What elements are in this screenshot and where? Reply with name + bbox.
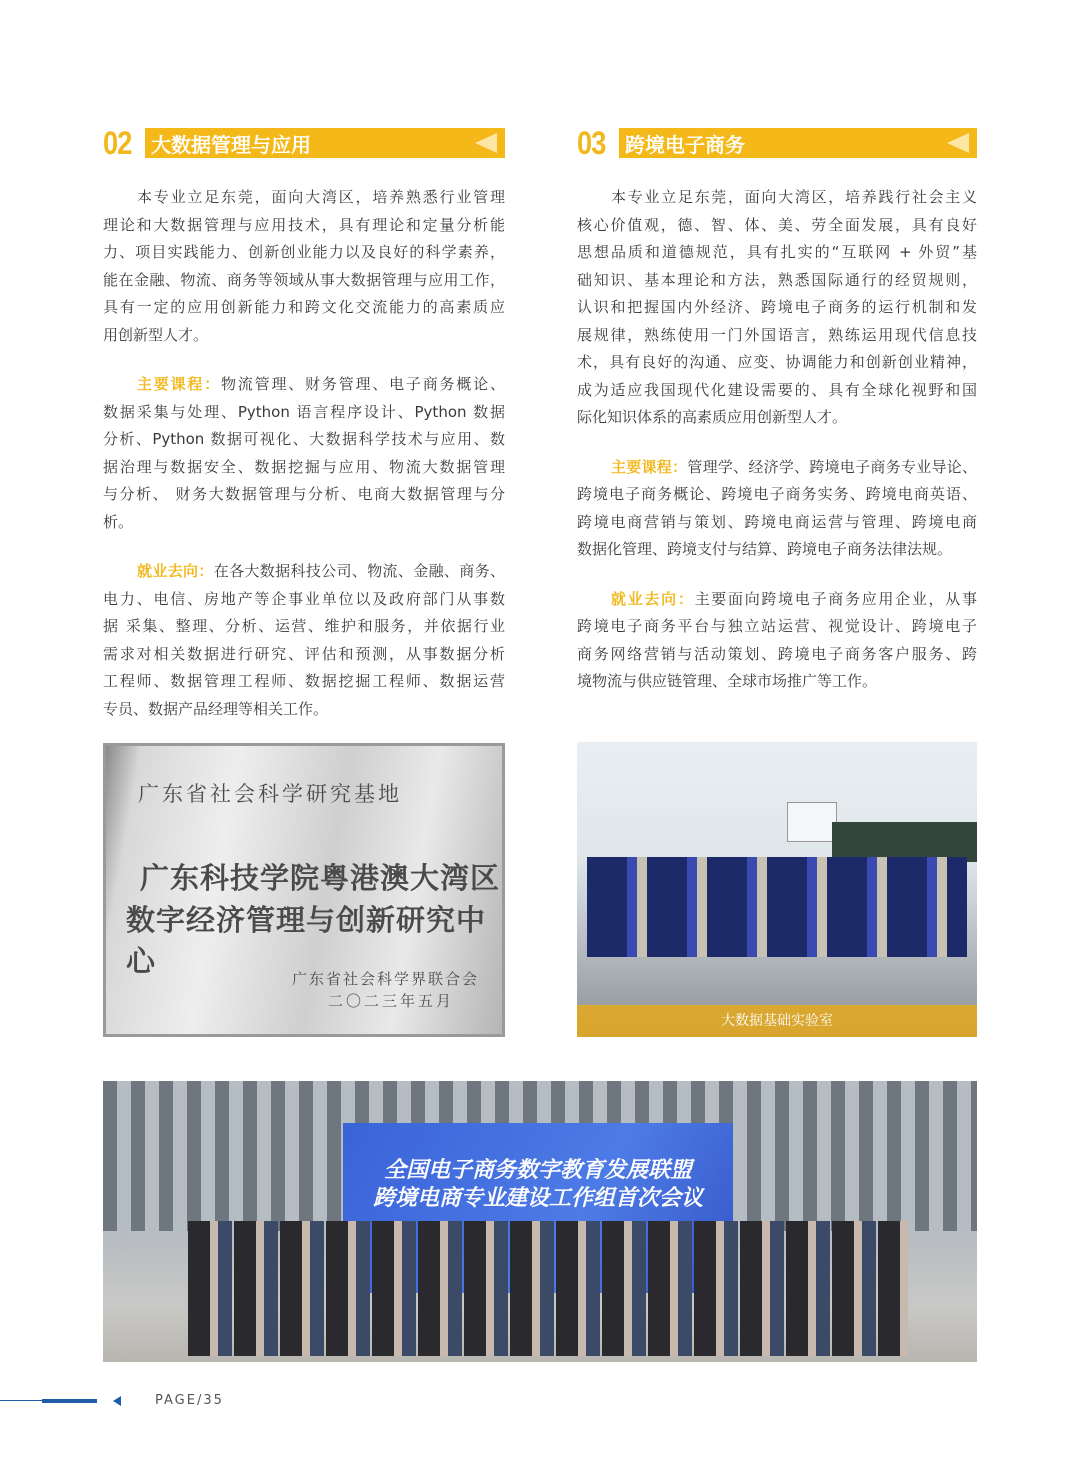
- text-line: [577, 536, 977, 564]
- career-paragraph: [577, 586, 977, 696]
- blackboard: [832, 822, 977, 862]
- text-line-content: 工程师、数据管理工程师、数据挖掘工程师、数据运营: [103, 672, 505, 690]
- text-line-content: 能在金融、物流、商务等领域从事大数据管理与应用工作，: [103, 270, 505, 289]
- text-line-content: 境物流与供应链管理、全球市场推广等工作。: [577, 672, 878, 690]
- text-line: [577, 267, 977, 295]
- section-title-bar: [145, 128, 505, 158]
- text-line: [577, 586, 977, 614]
- plaque-line1: 广东科技学院粤港澳大湾区: [140, 861, 501, 895]
- text-line-content: 需求对相关数据进行研究、评估和预测，从事数据分析: [103, 644, 505, 663]
- text-line-content: 据治理与数据安全、数据挖掘与应用、物流大数据管理: [103, 457, 505, 476]
- text-line-content: 数据采集与处理、Python 语言程序设计、Python 数据: [103, 402, 505, 421]
- text-line-content: 电力、电信、房地产等企事业单位以及政府部门从事数: [103, 589, 505, 608]
- text-line-content: 成为适应我国现代化建设需要的、具有全球化视野和国: [577, 380, 977, 399]
- triangle-left-icon: [947, 133, 969, 153]
- text-line-content: 跨境电商营销与策划、跨境电商运营与管理、跨境电商: [577, 512, 977, 531]
- text-line: [103, 371, 505, 399]
- projector-screen: [787, 802, 837, 842]
- section-header: [577, 124, 977, 161]
- text-line: [103, 294, 505, 322]
- section-title: 大数据管理与应用: [151, 132, 311, 157]
- text-line-content: 分析、Python 数据可视化、大数据科学技术与应用、数: [103, 430, 505, 448]
- section-number: 02: [103, 124, 132, 161]
- text-line-content: 理论和大数据管理与应用技术，具有理论和定量分析能: [103, 215, 505, 234]
- text-line-content: 主要面向跨境电子商务应用企业，从事: [694, 589, 977, 608]
- text-line: [577, 322, 977, 350]
- text-line: [577, 613, 977, 641]
- plaque-top-text: 广东省社会科学研究基地: [138, 782, 402, 806]
- text-line: [577, 509, 977, 537]
- triangle-left-icon: [475, 133, 497, 153]
- section-number: 03: [577, 124, 606, 161]
- text-line: [577, 239, 977, 267]
- text-line: [103, 322, 505, 350]
- group-photo: [103, 1081, 977, 1362]
- text-line-content: 用创新型人才。: [103, 325, 209, 344]
- computer-lab-photo: [577, 742, 977, 1037]
- monitor-rows: [587, 857, 967, 957]
- text-line: [103, 509, 505, 537]
- text-line: [103, 481, 505, 509]
- courses-paragraph: [577, 454, 977, 564]
- footer-accent-bar: [42, 1399, 97, 1403]
- text-line-content: 商务网络营销与活动策划、跨境电子商务客户服务、跨: [577, 644, 977, 663]
- section-cross-border-ecommerce: [577, 124, 977, 696]
- intro-paragraph: [577, 184, 977, 432]
- section-big-data: [103, 124, 505, 723]
- text-line: [103, 399, 505, 427]
- text-line: [103, 613, 505, 641]
- text-line: [103, 558, 505, 586]
- triangle-left-icon: [113, 1396, 121, 1406]
- plaque-photo: [103, 743, 505, 1037]
- text-line: [577, 481, 977, 509]
- group-of-people: [188, 1221, 908, 1356]
- text-line: [103, 239, 505, 267]
- text-line-content: 物流管理、财务管理、电子商务概论、: [221, 375, 505, 393]
- text-line: [577, 641, 977, 669]
- banner-line2: 跨境电商专业建设工作组首次会议: [372, 1186, 703, 1211]
- text-line: [577, 294, 977, 322]
- text-line-content: 术，具有良好的沟通、应变、协调能力和创新创业精神，: [577, 353, 977, 371]
- text-line-content: 管理学、经济学、跨境电子商务专业导论、: [687, 457, 977, 476]
- text-line-content: 力、项目实践能力、创新创业能力以及良好的科学素养，: [103, 243, 505, 261]
- text-line: [103, 212, 505, 240]
- text-line-content: 核心价值观，德、智、体、美、劳全面发展，具有良好: [577, 215, 977, 234]
- text-line-content: 析。: [103, 512, 134, 531]
- text-line-content: 与分析、 财务大数据管理与分析、电商大数据管理与分: [103, 485, 505, 503]
- section-title: 跨境电子商务: [625, 132, 745, 157]
- plaque-issuer: 广东省社会科学界联合会: [292, 970, 480, 988]
- banner-line1: 全国电子商务数字教育发展联盟: [383, 1158, 692, 1183]
- text-line-content: 据 采集、整理、分析、运营、维护和服务，并依据行业: [103, 617, 505, 635]
- courses-paragraph-label: 主要课程：: [611, 457, 688, 476]
- text-line: [103, 668, 505, 696]
- text-line: [103, 454, 505, 482]
- text-line-content: 跨境电子商务概论、跨境电子商务实务、跨境电商英语、: [577, 485, 977, 503]
- text-line-content: 本专业立足东莞，面向大湾区，培养熟悉行业管理: [137, 188, 505, 206]
- text-line-content: 具有一定的应用创新能力和跨文化交流能力的高素质应: [103, 298, 505, 316]
- text-line: [103, 641, 505, 669]
- text-line: [577, 377, 977, 405]
- text-line: [577, 349, 977, 377]
- text-line: [103, 586, 505, 614]
- career-paragraph: [103, 558, 505, 723]
- text-line: [577, 454, 977, 482]
- text-line-content: 本专业立足东莞，面向大湾区，培养践行社会主义: [611, 188, 977, 206]
- plaque-date: 二〇二三年五月: [328, 992, 455, 1010]
- text-line-content: 础知识、基本理论和方法，熟悉国际通行的经贸规则，: [577, 270, 977, 289]
- text-line: [103, 696, 505, 724]
- text-line-content: 在各大数据科技公司、物流、金融、商务、: [213, 562, 505, 580]
- text-line: [577, 404, 977, 432]
- section-title-bar: [619, 128, 977, 158]
- courses-paragraph: [103, 371, 505, 536]
- text-line-content: 专员、数据产品经理等相关工作。: [103, 699, 329, 718]
- courses-paragraph-label: 主要课程：: [137, 375, 222, 393]
- text-line-content: 数据化管理、跨境支付与结算、跨境电子商务法律法规。: [577, 540, 953, 558]
- career-paragraph-label: 就业去向：: [137, 562, 214, 580]
- text-line-content: 思想品质和道德规范，具有扎实的“互联网 + 外贸”基: [577, 243, 977, 261]
- text-line: [103, 267, 505, 295]
- page-number: PAGE/35: [155, 1393, 224, 1408]
- section-header: [103, 124, 505, 161]
- text-line: [103, 184, 505, 212]
- plaque-line2: 数字经济管理与创新研究中心: [126, 903, 487, 978]
- text-line-content: 跨境电子商务平台与独立站运营、视觉设计、跨境电子: [577, 617, 977, 635]
- text-line-content: 际化知识体系的高素质应用创新型人才。: [577, 408, 848, 426]
- text-line: [103, 426, 505, 454]
- lab-caption: 大数据基础实验室: [577, 1005, 977, 1037]
- career-paragraph-label: 就业去向：: [611, 589, 695, 608]
- text-line: [577, 212, 977, 240]
- text-line-content: 认识和把握国内外经济、跨境电子商务的运行机制和发: [577, 298, 977, 316]
- text-line: [577, 668, 977, 696]
- text-line: [577, 184, 977, 212]
- text-line-content: 展规律，熟练使用一门外国语言，熟练运用现代信息技: [577, 325, 977, 344]
- intro-paragraph: [103, 184, 505, 349]
